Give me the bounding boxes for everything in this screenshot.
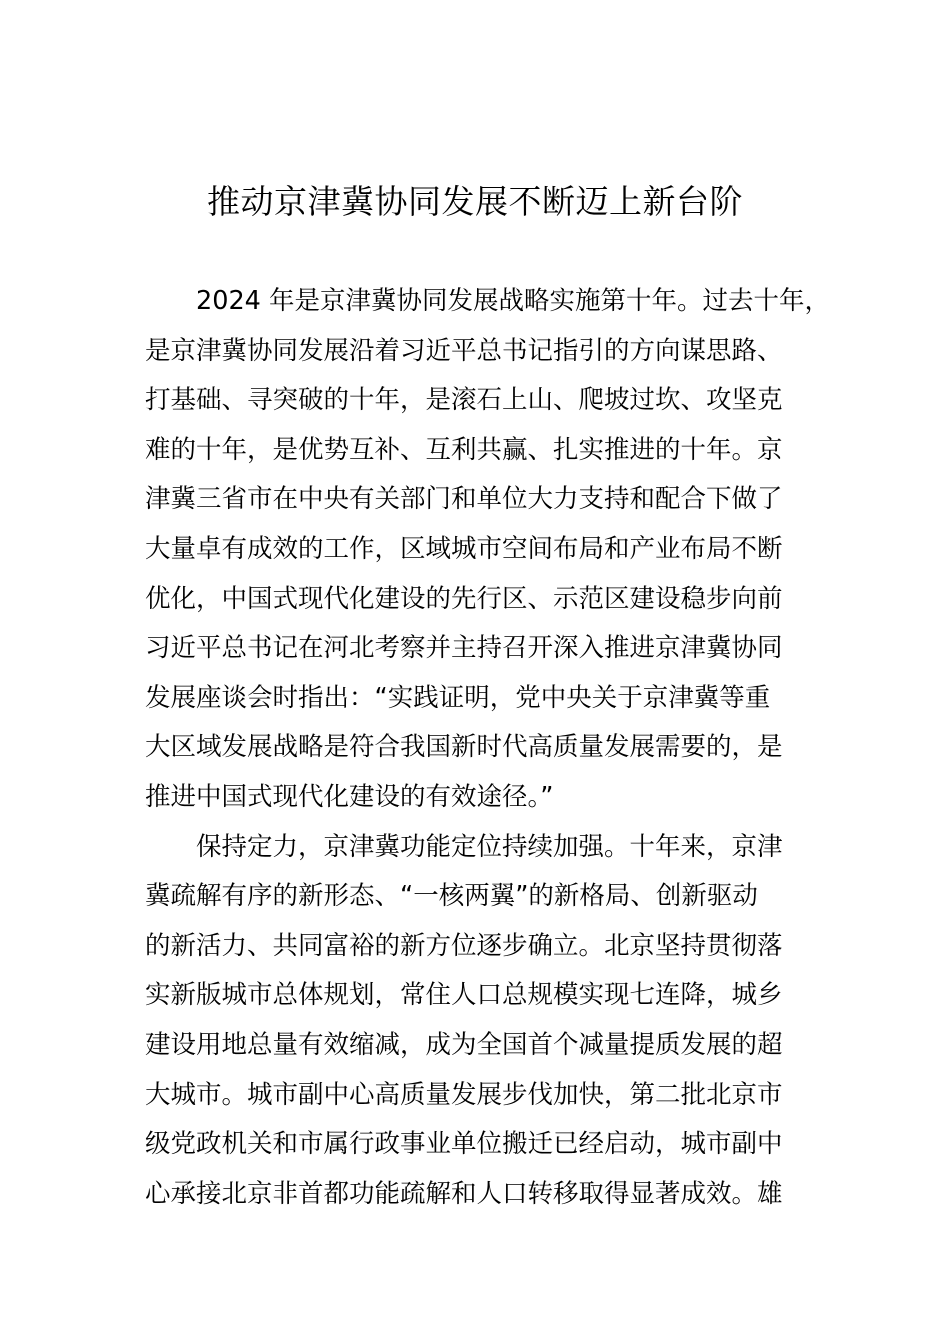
paragraph-line: 建设用地总量有效缩减，成为全国首个减量提质发展的超: [145, 1029, 783, 1060]
paragraph-line: 大城市。城市副中心高质量发展步伐加快，第二批北京市: [145, 1079, 783, 1110]
document-title: 推动京津冀协同发展不断迈上新台阶: [207, 182, 743, 221]
paragraph-line: 2024 年是京津冀协同发展战略实施第十年。过去十年，: [196, 286, 831, 316]
paragraph-line: 难的十年，是优势互补、互利共赢、扎实推进的十年。京: [145, 434, 783, 465]
paragraph-line: 推进中国式现代化建设的有效途径。”: [145, 781, 554, 812]
paragraph-line: 实新版城市总体规划，常住人口总规模实现七连降，城乡: [145, 980, 783, 1011]
paragraph-line: 冀疏解有序的新形态、“一核两翼”的新格局、创新驱动: [145, 881, 758, 912]
paragraph-line: 心承接北京非首都功能疏解和人口转移取得显著成效。雄: [145, 1178, 783, 1209]
paragraph-line: 大量卓有成效的工作，区域城市空间布局和产业布局不断: [145, 533, 783, 564]
document-body: [145, 277, 845, 1219]
paragraph-line: 是京津冀协同发展沿着习近平总书记指引的方向谋思路、: [145, 335, 783, 366]
paragraph-line: 保持定力，京津冀功能定位持续加强。十年来，京津: [196, 831, 783, 862]
paragraph-line: 发展座谈会时指出：“实践证明，党中央关于京津冀等重: [145, 682, 771, 713]
paragraph-line: 习近平总书记在河北考察并主持召开深入推进京津冀协同: [145, 633, 783, 664]
paragraph-line: 级党政机关和市属行政事业单位搬迁已经启动，城市副中: [145, 1129, 783, 1160]
paragraph-line: 津冀三省市在中央有关部门和单位大力支持和配合下做了: [145, 484, 783, 515]
paragraph-line: 的新活力、共同富裕的新方位逐步确立。北京坚持贯彻落: [145, 930, 783, 961]
paragraph-line: 打基础、寻突破的十年，是滚石上山、爬坡过坎、攻坚克: [145, 385, 783, 416]
paragraph-line: 优化，中国式现代化建设的先行区、示范区建设稳步向前: [145, 583, 783, 614]
paragraph-line: 大区域发展战略是符合我国新时代高质量发展需要的，是: [145, 732, 783, 763]
